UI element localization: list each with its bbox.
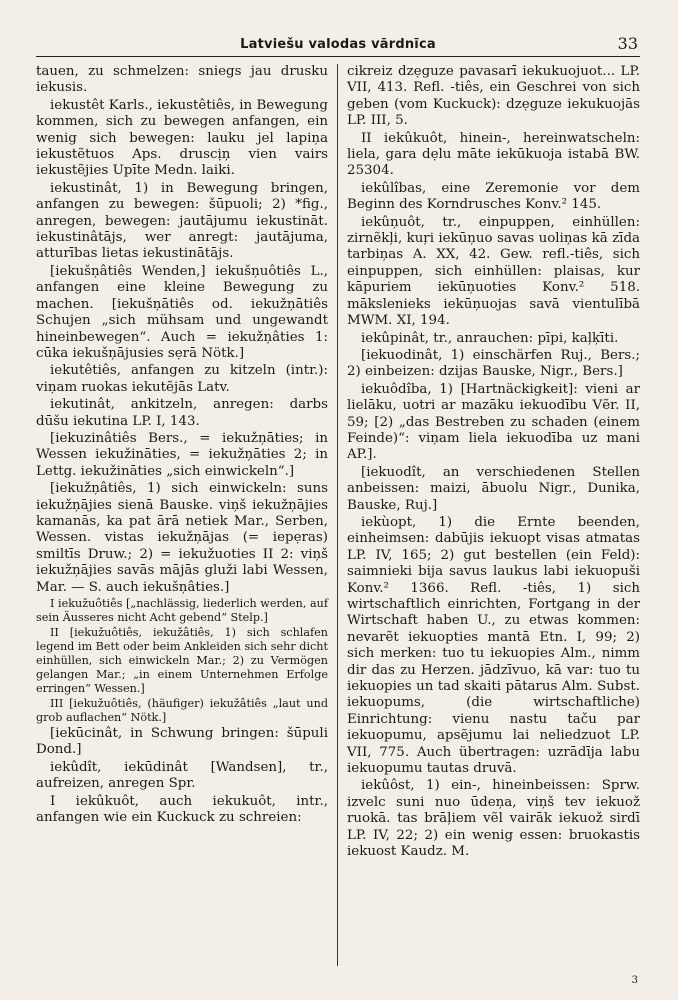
dictionary-entry: cikreiz dzẹguze pavasarī iekukuojuot... LP. VII, 413. Refl. -tiês, ein Geschrei von sich geben (vom Kuckuck): dzẹguze iekukuojās LP. III, 5. <box>347 64 640 129</box>
dictionary-entry: I iekužuôtiês [„nachlässig, liederlich werden, auf sein Äusseres nicht Acht gebend“ Stelp.] <box>36 597 328 624</box>
dictionary-entry: iekutinât, ankitzeln, anregen: darbs dūšu iekutina LP. I, 143. <box>36 397 328 429</box>
left-column <box>36 64 338 966</box>
dictionary-entry: iekustinât, 1) in Bewegung bringen, anfangen zu bewegen: šūpuoli; 2) *fig., anregen, bewegen: jautājumu iekustināt. iekustinâtājs, wer anregt: jautājuma, atturības lietas iekustinātājs. <box>36 180 328 262</box>
dictionary-entry: iekûdît, iekūdinât [Wandsen], tr., aufreizen, anregen Spr. <box>36 759 328 792</box>
dictionary-entry: III [iekužuôtiês, (häufiger) iekužâtiês „laut und grob auflachen“ Nötk.] <box>36 697 328 724</box>
signature-mark: 3 <box>631 975 638 986</box>
running-title: Latviešu valodas vārdnīca <box>240 37 436 52</box>
dictionary-entry: iekutêtiês, anfangen zu kitzeln (intr.): viņam ruokas iekutẽjās Latv. <box>36 363 328 395</box>
dictionary-entry: iekûpinât, tr., anrauchen: pīpi, kaļķīti. <box>361 330 619 346</box>
dictionary-entry: II iekûkuôt, hinein-, hereinwatscheln: liela, gara dẹlu māte iekūkuoja istabā BW. 25304. <box>347 130 640 179</box>
right-column <box>338 64 640 966</box>
text-columns <box>36 64 640 966</box>
dictionary-entry: [iekužņâtiês, 1) sich einwickeln: suns iekužņājies sienā Bauske. viņš iekužņājies kamanās, ka pat ārā netiek Mar., Serben, Wessen. vistas iekužņājas (= iepẹras) smiltīs Druw.; 2) = iekužuoties II 2: viņš iekužņājies savās mājās gluži labi Wessen, Mar. — S. auch iekušņâties.] <box>36 481 328 595</box>
dictionary-entry: [iekušņâtiês Wenden,] iekušņuôtiês L., anfangen eine kleine Bewegung zu machen. [iekušņātiês od. iekužņātiês Schujen „sich mühsam und ungewandt hineinbewegen“. Auch = iekužņâties 1: cūka iekušņājusies sẹrā Nötk.] <box>36 263 328 361</box>
dictionary-entry: iekûlîbas, eine Zeremonie vor dem Beginn des Korndrusches Konv.² 145. <box>347 180 640 213</box>
dictionary-entry: iekustêt Karls., iekustêtiês, in Bewegung kommen, sich zu bewegen anfangen, ein wenig sich bewegen: lauku jel lapiņa iekustẽtuos Aps. druscịņ vien vairs iekustẽjies Upīte Medn. laiki. <box>36 97 328 179</box>
page-header <box>36 30 640 57</box>
dictionary-entry: [iekuzinâtiês Bers., = iekužņāties; in Wessen iekužināties, = iekužņāties 2; in Lettg. iekužināties „sich einwickeln“.] <box>36 430 328 479</box>
dictionary-entry: tauen, zu schmelzen: sniegs jau drusku iekusis. <box>36 64 328 96</box>
dictionary-entry: [iekūcinât, in Schwung bringen: šūpuli Dond.] <box>36 726 328 758</box>
dictionary-entry: [iekuodinât, 1) einschärfen Ruj., Bers.; 2) einbeizen: dzijas Bauske, Nigr., Bers.] <box>347 347 640 380</box>
dictionary-entry: II [iekužuôtiês, iekužâtiês, 1) sich schlafen legend im Bett oder beim Ankleiden sich sehr dicht einhüllen, sich einwickeln Mar.; 2) zu Vermögen gelangen Mar.; „in einem Unternehmen Erfolge erringen“ Wessen.] <box>36 626 328 695</box>
page-number: 33 <box>617 34 638 53</box>
dictionary-entry: I iekûkuôt, auch iekukuôt, intr., anfangen wie ein Kuckuck zu schreien: <box>36 793 328 826</box>
dictionary-entry: iekûņuôt, tr., einpuppen, einhüllen: zirnẽkļi, kuŗi iekūņuo savas uoliņas kā zīda tarbiņas A. XX, 42. Gew. refl.-tiês, sich einpuppen, sich einhüllen: plaisas, kur kāpuriem iekūņuoties Konv.² 518. mākslenieks iekūņuojas savā vientulībā MWM. XI, 194. <box>347 214 640 329</box>
dictionary-entry: [iekuodît, an verschiedenen Stellen anbeissen: maizi, ābuolu Nigr., Dunika, Bauske, Ruj.] <box>347 464 640 513</box>
dictionary-entry: iekûôst, 1) ein-, hineinbeissen: Sprw. izvelc suni nuo ūdeņa, viņš tev iekuož ruokā. tas brāļiem vẽl vairāk iekuož sirdī LP. IV, 22; 2) ein wenig essen: bruokastis iekuost Kaudz. M. <box>347 778 640 860</box>
dictionary-entry: iekuôdîba, 1) [Hartnäckigkeit]: vieni ar lielāku, uotri ar mazāku iekuodību Vẽr. II, 59; [2) „das Bestreben zu schaden (einem Feinde)“: viņam liela iekuodība uz mani AP.]. <box>347 381 640 463</box>
dictionary-entry: iekùopt, 1) die Ernte beenden, einheimsen: dabūjis iekuopt visas atmatas LP. IV, 165; 2) gut bestellen (ein Feld): saimnieki bija savus laukus labi iekuopuši Konv.² 1366. Refl. -tiês, 1) sich wirtschaftlich einrichten, Fortgang in der Wirtschaft haben U., zu etwas kommen: nevarẽt iekuopties mantā Etn. I, 99; 2) sich merken: tuo tu iekuopies Alm., nimm dir das zu Herzen. jādzīvuo, kā var: tuo tu iekuopies un tad skaiti pātarus Alm. Subst. iekuopums, (die wirtschaftliche) Einrichtung: vienu nastu taču par iekuopumu, apsẽjumu lai neliedzuot LP. VII, 775. Auch übertragen: uzrādīja labu iekuopumu tautas druvā. <box>347 514 640 777</box>
